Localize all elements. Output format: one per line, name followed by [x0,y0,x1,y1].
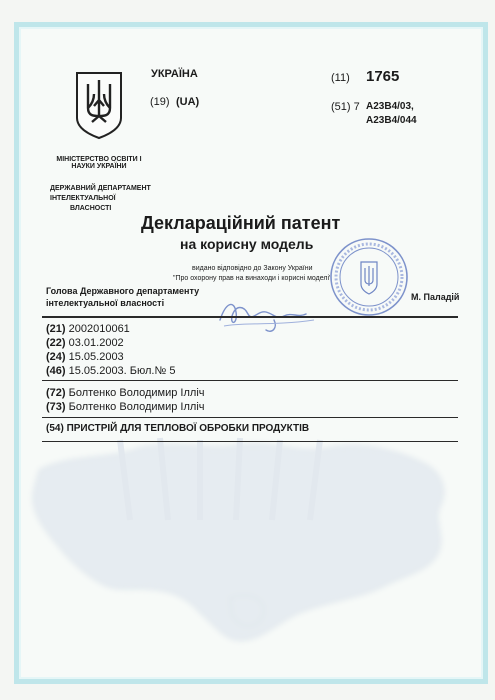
trident-icon [74,70,124,140]
invention-title: (54) ПРИСТРІЙ ДЛЯ ТЕПЛОВОЇ ОБРОБКИ ПРОДУКТІВ [46,423,310,434]
country-name: УКРАЇНА [151,68,198,80]
signature [214,290,324,338]
document-subtitle: на корисну модель [180,236,314,252]
parties-list [46,386,205,414]
biblio-row: (22) 03.01.2002 [46,337,124,349]
code-19-label: (19) [150,96,170,108]
signatory-name: М. Паладій [411,292,460,302]
divider [42,417,458,418]
code-51-label: (51) 7 [331,101,360,113]
issued-basis-line2: "Про охорону прав на винаходи і корисні моделі" [173,275,332,282]
divider [42,316,458,318]
divider [42,441,458,442]
department-name: ДЕРЖАВНИЙ ДЕПАРТАМЕНТ ІНТЕЛЕКТУАЛЬНОЇ ВЛАСНОСТІ [50,185,151,212]
inventor-row: (72) Болтенко Володимир Ілліч [46,387,205,399]
biblio-list [46,322,175,378]
patent-number: 1765 [366,68,400,85]
ipc-class-2: A23B4/044 [366,115,417,126]
issued-basis-line1: видано відповідно до Закону України [192,265,313,272]
divider [42,380,458,381]
biblio-row: (46) 15.05.2003. Бюл.№ 5 [46,365,176,377]
ipc-class-1: A23B4/03, [366,101,414,112]
owner-row: (73) Болтенко Володимир Ілліч [46,401,205,413]
country-code: (UA) [176,96,200,108]
stamp-seal-icon [328,236,410,318]
biblio-row: (21) 2002010061 [46,323,130,335]
document-title: Деклараційний патент [141,213,341,233]
signatory-title: Голова Державного департаменту інтелектуальної власності [46,286,200,308]
code-11-label: (11) [331,72,350,84]
ministry-name: МІНІСТЕРСТВО ОСВІТИ І НАУКИ УКРАЇНИ [56,156,142,170]
biblio-row: (24) 15.05.2003 [46,351,124,363]
